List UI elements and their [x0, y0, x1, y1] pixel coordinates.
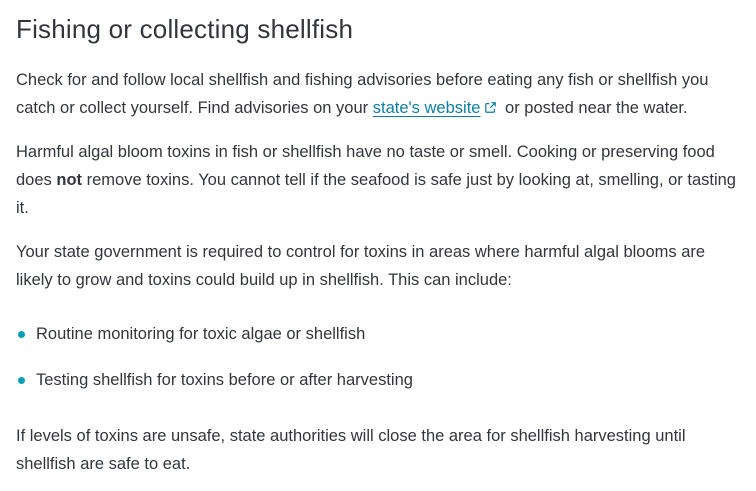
list-item — [16, 320, 740, 348]
paragraph-advisories — [16, 66, 740, 122]
paragraph-text-before-bold: Harmful algal bloom toxins in fish or shellfish have no taste or smell. Cooking or preserving food does — [16, 142, 715, 189]
paragraph-text-after-link: or posted near the water. — [500, 98, 688, 117]
control-measures-list — [16, 320, 740, 394]
bullet-icon — [18, 331, 25, 338]
states-website-link[interactable]: state's website — [372, 98, 481, 117]
page-title: Fishing or collecting shellfish — [16, 14, 354, 44]
paragraph-state-control: Your state government is required to control for toxins in areas where harmful algal blooms are likely to grow and toxins could build up in shellfish. This can include: — [16, 242, 706, 289]
paragraph-toxins — [16, 138, 740, 222]
paragraph-text-after-bold: remove toxins. You cannot tell if the seafood is safe just by looking at, smelling, or tasting it. — [16, 170, 736, 217]
bullet-icon — [18, 377, 25, 384]
paragraph-text-before-link: Check for and follow local shellfish and fishing advisories before eating any fish or shellfish you catch or collect yourself. Find advisories on your — [16, 70, 709, 117]
external-link-icon — [484, 101, 497, 114]
list-item — [16, 366, 740, 394]
bold-emphasis-not: not — [56, 170, 83, 189]
list-item-label: Testing shellfish for toxins before or after harvesting — [36, 370, 413, 389]
paragraph-closure: If levels of toxins are unsafe, state authorities will close the area for shellfish harvesting until shellfish are safe to eat. — [16, 426, 686, 473]
list-item-label: Routine monitoring for toxic algae or shellfish — [36, 324, 366, 343]
